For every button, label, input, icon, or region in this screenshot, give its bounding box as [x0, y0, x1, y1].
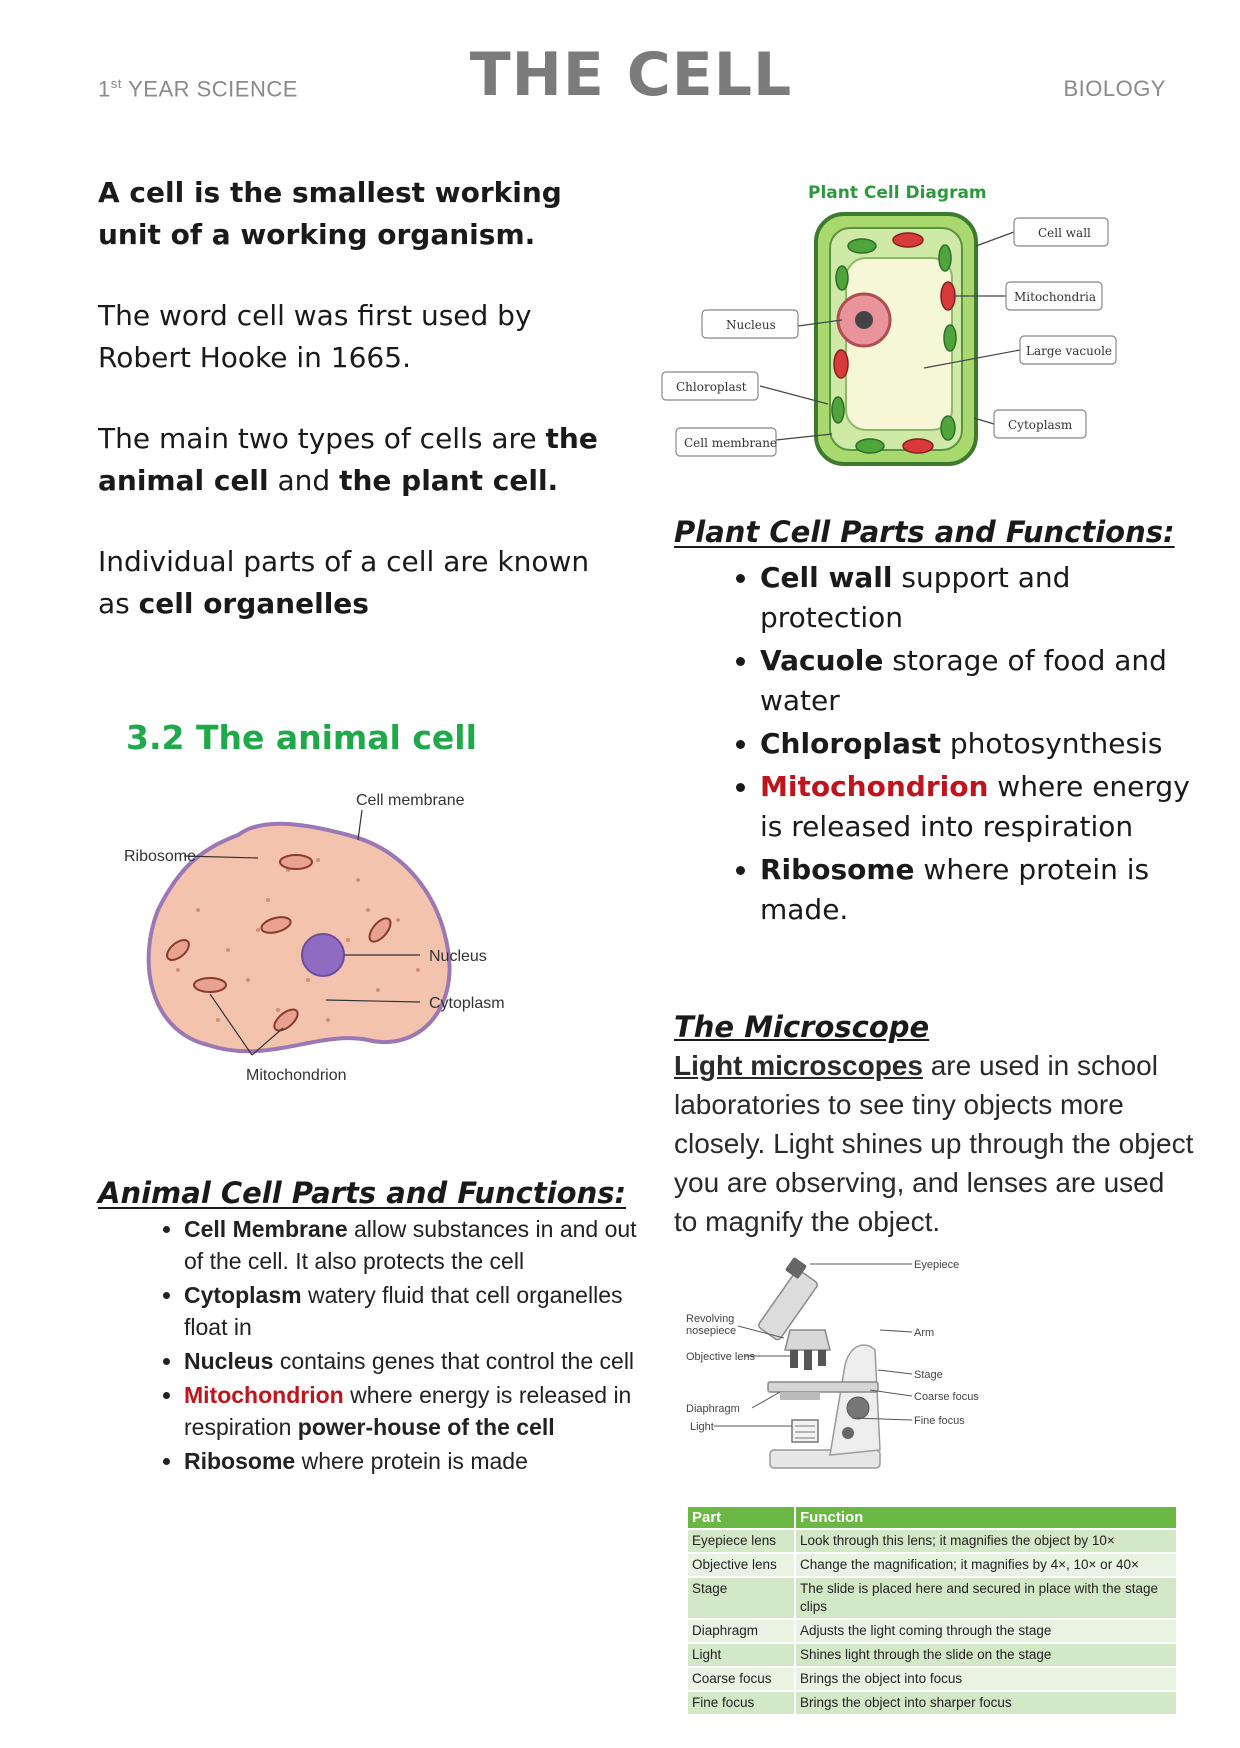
item-text: contains genes that control the cell: [273, 1348, 635, 1374]
label-chloroplast: Chloroplast: [676, 380, 747, 394]
label-nucleus: Nucleus: [429, 948, 487, 965]
label-plant-cell-membrane: Cell membrane: [684, 436, 778, 450]
label-coarse-focus: Coarse focus: [914, 1391, 979, 1403]
table-cell-part: Fine focus: [688, 1691, 795, 1714]
microscope-light: [792, 1420, 818, 1442]
header-course-num: 1: [98, 76, 111, 102]
intro-organelles: [98, 541, 598, 625]
item-text: where energy is released into respiration: [760, 770, 1190, 843]
animal-cell-diagram: [118, 790, 538, 1100]
table-cell-part: Coarse focus: [688, 1667, 795, 1691]
label-plant-cytoplasm: Cytoplasm: [1008, 418, 1073, 432]
item-term: Cell Membrane: [184, 1216, 348, 1242]
table-cell-function: Shines light through the slide on the stage: [795, 1643, 1177, 1667]
table-cell-function: The slide is placed here and secured in place with the stage clips: [795, 1577, 1177, 1619]
page-title: THE CELL: [469, 40, 793, 110]
table-cell-part: Eyepiece lens: [688, 1529, 795, 1553]
header-subject: BIOLOGY: [1063, 76, 1166, 101]
types-plant: the plant cell.: [339, 464, 559, 497]
table-row: [688, 1529, 1177, 1553]
table-cell-function: Adjusts the light coming through the stage: [795, 1619, 1177, 1643]
list-item: [760, 724, 1220, 764]
microscope-diagram: [680, 1250, 1000, 1480]
microscope-base: [770, 1450, 880, 1468]
table-cell-part: Light: [688, 1643, 795, 1667]
item-text: watery fluid that cell organelles float in: [184, 1282, 623, 1340]
microscope-parts-table: [688, 1507, 1178, 1714]
item-extra: power-house of the cell: [297, 1414, 555, 1440]
item-text: allow substances in and out of the cell. It also protects the cell: [184, 1216, 637, 1274]
list-item: [184, 1279, 654, 1343]
table-header-part: Part: [688, 1507, 795, 1529]
intro-types: [98, 418, 598, 502]
header-course-sup: st: [110, 76, 122, 91]
table-row: [688, 1667, 1177, 1691]
table-cell-function: Brings the object into sharper focus: [795, 1691, 1177, 1714]
label-light: Light: [690, 1421, 714, 1433]
fine-focus-knob: [842, 1427, 854, 1439]
table-row: [688, 1619, 1177, 1643]
label-revolving: Revolving: [686, 1313, 735, 1325]
types-text-c: and: [268, 464, 340, 497]
table-cell-function: Look through this lens; it magnifies the object by 10×: [795, 1529, 1177, 1553]
item-term: Ribosome: [760, 853, 915, 886]
animal-section-title: 3.2 The animal cell: [126, 718, 477, 757]
item-term: Cell wall: [760, 561, 893, 594]
intro-text: [98, 172, 598, 664]
label-eyepiece: Eyepiece: [914, 1259, 960, 1271]
organelles-term: cell organelles: [138, 587, 369, 620]
item-term: Cytoplasm: [184, 1282, 302, 1308]
label-cell-membrane: Cell membrane: [356, 792, 465, 809]
plant-cell-diagram: [658, 178, 1118, 478]
list-item: [184, 1445, 654, 1477]
label-large-vacuole: Large vacuole: [1026, 344, 1113, 358]
table-cell-part: Diaphragm: [688, 1619, 795, 1643]
item-term: Nucleus: [184, 1348, 274, 1374]
microscope-stage: [768, 1382, 878, 1392]
label-cell-wall: Cell wall: [1038, 226, 1091, 240]
microscope-lead: Light microscopes: [674, 1050, 923, 1081]
table-cell-function: Brings the object into focus: [795, 1667, 1177, 1691]
table-header-row: [688, 1507, 1177, 1529]
item-text: where energy is released in respiration: [184, 1382, 632, 1440]
table-row: [688, 1691, 1177, 1714]
table-cell-part: Stage: [688, 1577, 795, 1619]
plant-list-heading: Plant Cell Parts and Functions:: [674, 515, 1175, 549]
table-cell-function: Change the magnification; it magnifies by 4×, 10× or 40×: [795, 1553, 1177, 1577]
animal-list-heading: Animal Cell Parts and Functions:: [98, 1176, 627, 1210]
label-nosepiece: nosepiece: [686, 1325, 737, 1337]
item-text: support and protection: [760, 561, 1071, 634]
microscope-heading: The Microscope: [674, 1010, 930, 1044]
table-row: [688, 1577, 1177, 1619]
item-term: Chloroplast: [760, 727, 941, 760]
item-text: where protein is made.: [760, 853, 1150, 926]
label-mitochondria: Mitochondria: [1014, 290, 1096, 304]
animal-nucleus: [302, 934, 344, 976]
animal-parts-list: [140, 1213, 654, 1479]
item-text: storage of food and water: [760, 644, 1167, 717]
label-objective-lens: Objective lens: [686, 1351, 756, 1363]
organelles-text: Individual parts of a cell are known as: [98, 545, 590, 620]
label-fine-focus: Fine focus: [914, 1415, 965, 1427]
list-item: [760, 558, 1220, 638]
microscope-text: are used in school laboratories to see tiny objects more closely. Light shines up through the object you are observing, and lenses are used to magnify the object.: [674, 1050, 1194, 1237]
list-item: [760, 641, 1220, 721]
label-mitochondrion: Mitochondrion: [246, 1067, 347, 1084]
item-term: Vacuole: [760, 644, 884, 677]
types-animal: the animal cell: [98, 422, 598, 497]
item-term: Ribosome: [184, 1448, 296, 1474]
label-plant-nucleus: Nucleus: [726, 318, 776, 332]
microscope-description: [674, 1046, 1194, 1241]
label-stage: Stage: [914, 1369, 943, 1381]
header-course-text: YEAR SCIENCE: [121, 76, 298, 102]
plant-diagram-title: Plant Cell Diagram: [808, 183, 987, 203]
label-cytoplasm: Cytoplasm: [429, 995, 505, 1012]
list-item: [184, 1345, 654, 1377]
table-row: [688, 1643, 1177, 1667]
item-text: photosynthesis: [940, 727, 1163, 760]
item-text: where protein is made: [295, 1448, 528, 1474]
label-ribosome: Ribosome: [124, 848, 197, 865]
intro-history: The word cell was first used by Robert Hooke in 1665.: [98, 299, 532, 374]
plant-parts-list: [716, 558, 1220, 933]
table-cell-part: Objective lens: [688, 1553, 795, 1577]
label-arm: Arm: [914, 1327, 935, 1339]
item-term-highlight: Mitochondrion: [184, 1382, 344, 1408]
list-item: [760, 767, 1220, 847]
label-diaphragm: Diaphragm: [686, 1403, 740, 1415]
table-row: [688, 1553, 1177, 1577]
list-item: [184, 1213, 654, 1277]
coarse-focus-knob: [847, 1397, 869, 1419]
list-item: [760, 850, 1220, 930]
intro-definition: A cell is the smallest working unit of a working organism.: [98, 176, 562, 251]
item-term-highlight: Mitochondrion: [760, 770, 989, 803]
list-item: [184, 1379, 654, 1443]
types-text-a: The main two types of cells are: [98, 422, 546, 455]
table-header-function: Function: [795, 1507, 1177, 1529]
